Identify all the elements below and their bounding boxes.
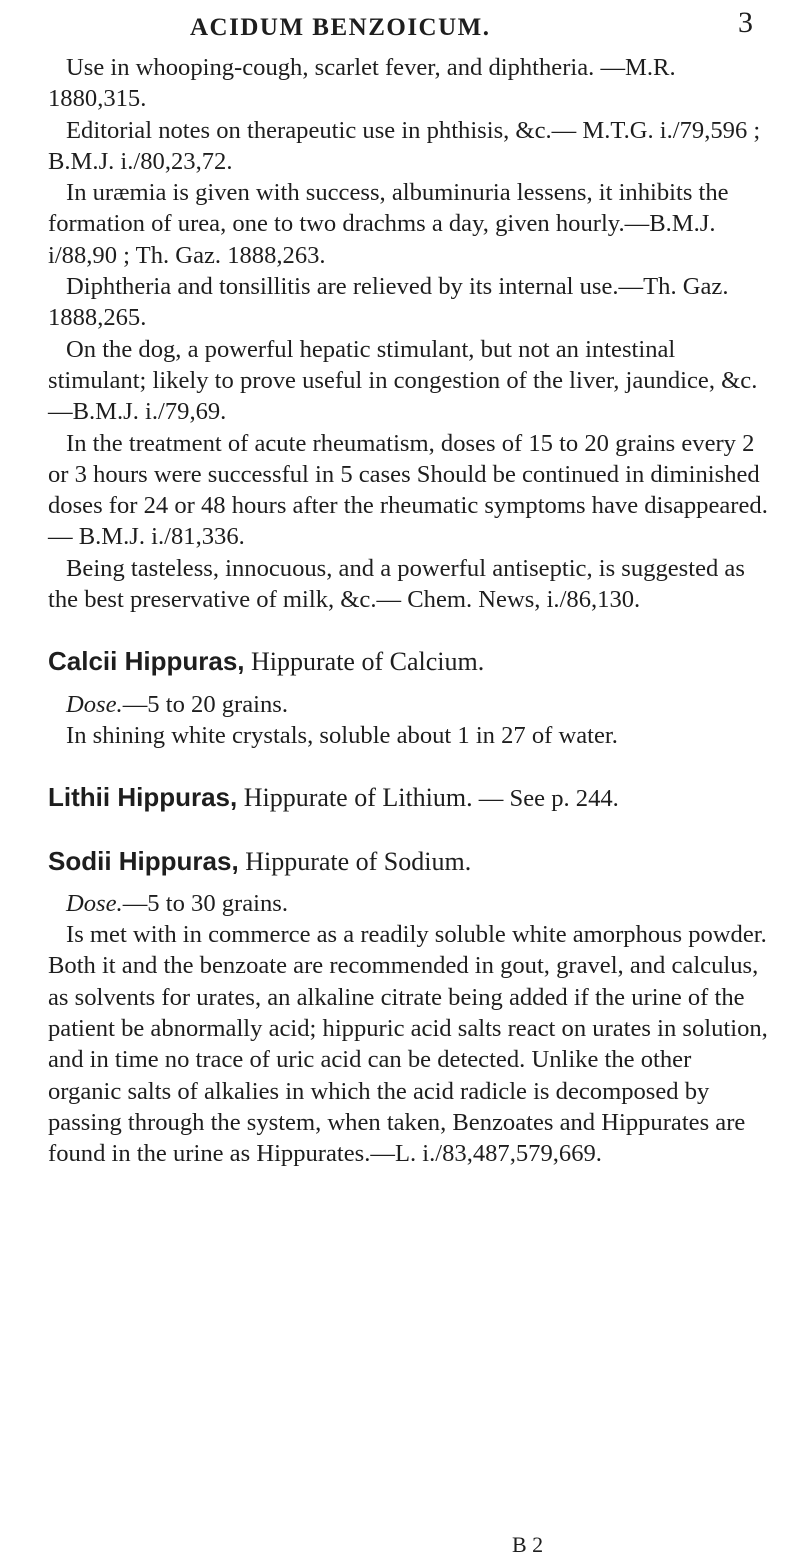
dose-text: —5 to 30 grains. xyxy=(122,889,289,917)
cross-reference: — See p. 244. xyxy=(472,785,619,813)
benzoic-acid-notes xyxy=(48,52,770,615)
entry-heading xyxy=(48,846,770,878)
calcii-hippuras-entry xyxy=(48,646,770,751)
page-content xyxy=(48,52,770,1170)
paragraph-hepatic-stimulant: On the dog, a powerful hepatic stimulant, but not an intestinal stimulant; likely to prove useful in congestion of the liver, jaundice, &c.—B.M.J. i./79,69. xyxy=(48,335,758,426)
english-name: Hippurate of Sodium. xyxy=(238,846,472,876)
sodii-hippuras-entry xyxy=(48,846,770,1170)
latin-name: Lithii Hippuras, xyxy=(48,782,238,813)
paragraph-antiseptic: Being tasteless, innocuous, and a powerful antiseptic, is suggested as the best preservative of milk, &c.— Chem. News, i./86,130. xyxy=(48,554,745,614)
page-header xyxy=(0,6,800,48)
english-name: Hippurate of Lithium. xyxy=(237,783,473,813)
printer-signature-mark: B 2 xyxy=(512,1532,544,1557)
page-number: 3 xyxy=(738,6,753,39)
paragraph-phthisis: Editorial notes on therapeutic use in phthisis, &c.— M.T.G. i./79,596 ; B.M.J. i./80,23,72. xyxy=(48,116,761,175)
entry-heading xyxy=(48,782,770,814)
dose-label: Dose. xyxy=(66,889,123,917)
entry-heading xyxy=(48,646,770,678)
spacer xyxy=(48,878,770,888)
paragraph-uraemia: In uræmia is given with success, albuminuria lessens, it inhibits the formation of urea, one to two drachms a day, given hourly.—B.M.J. i/88,90 ; Th. Gaz. 1888,263. xyxy=(48,179,729,269)
dose-line xyxy=(48,888,770,919)
description: Is met with in commerce as a readily soluble white amorphous powder. Both it and the benzoate are recommended in gout, gravel, and calculus, as solvents for urates, an alkaline citrate being added if the urine of the patient be abnormally acid; hippuric acid salts react on urates in solution, and in time no trace of uric acid can be detected. Unlike the other organic salts of alkalies in which the acid radicle is decomposed by passing through the system, when taken, Benzoates and Hippurates are found in the urine as Hippurates.—L. i./83,487,579,669. xyxy=(48,921,768,1168)
description: In shining white crystals, soluble about 1 in 27 of water. xyxy=(66,721,618,749)
dose-text: —5 to 20 grains. xyxy=(122,690,289,718)
latin-name: Sodii Hippuras, xyxy=(48,845,239,876)
dose-label: Dose. xyxy=(66,690,123,718)
english-name: Hippurate of Calcium. xyxy=(244,647,485,677)
dose-line xyxy=(48,689,770,720)
paragraph-diphtheria: Diphtheria and tonsillitis are relieved by its internal use.—Th. Gaz. 1888,265. xyxy=(48,273,729,332)
paragraph-whooping-cough: Use in whooping-cough, scarlet fever, and diphtheria. —M.R. 1880,315. xyxy=(48,54,676,113)
latin-name: Calcii Hippuras, xyxy=(48,646,245,677)
lithii-hippuras-entry xyxy=(48,782,770,814)
running-head: ACIDUM BENZOICUM. xyxy=(190,14,491,41)
spacer xyxy=(48,679,770,689)
paragraph-rheumatism: In the treatment of acute rheumatism, doses of 15 to 20 grains every 2 or 3 hours were successful in 5 cases Should be continued in diminished doses for 24 or 48 hours after the rheumatic symptoms have disappeared.— B.M.J. i./81,336. xyxy=(48,429,768,551)
